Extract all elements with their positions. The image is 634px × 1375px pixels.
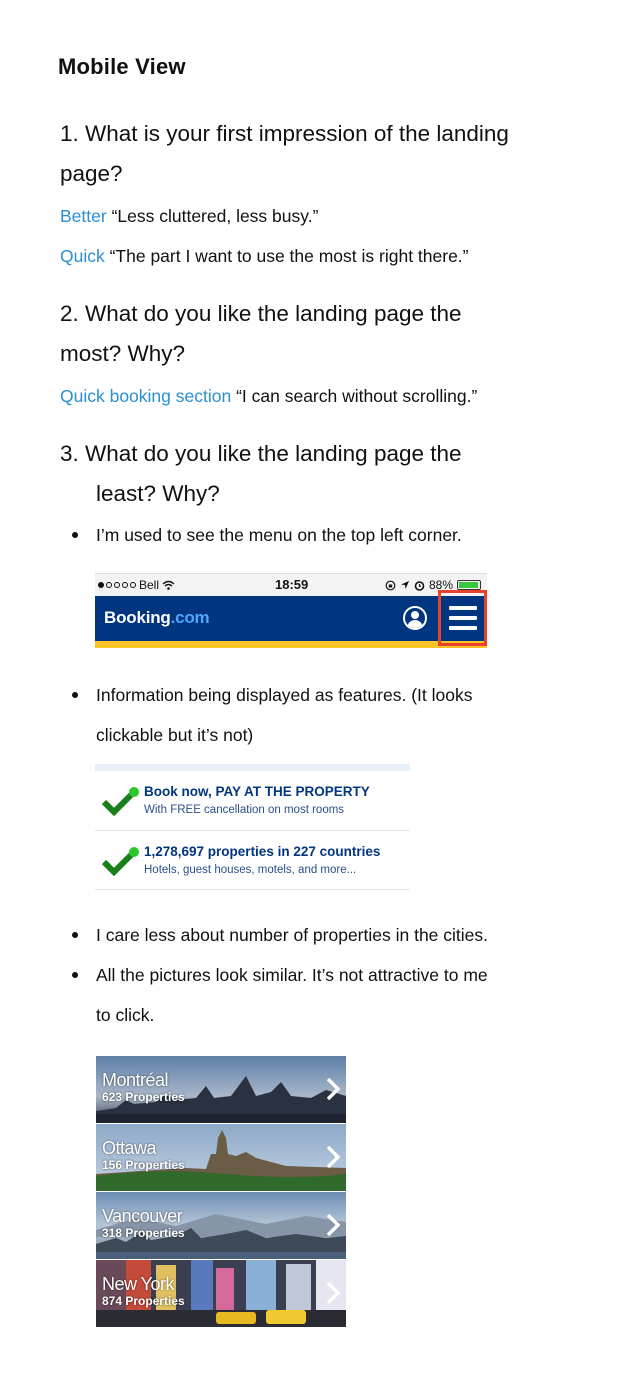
menu-highlight-box	[438, 590, 487, 646]
divider	[95, 889, 410, 890]
bullet-pictures	[72, 955, 488, 1035]
feature-subtitle: Hotels, guest houses, motels, and more...	[144, 864, 357, 876]
booking-logo	[104, 608, 209, 628]
answer-quote-quick: “The part I want to use the most is right there.”	[104, 246, 469, 266]
booking-header-screenshot	[95, 573, 487, 648]
answer-quick-booking	[60, 386, 477, 406]
question-1-line-1: 1. What is your first impression of the landing	[60, 121, 509, 146]
answer-quote-quick-booking: “I can search without scrolling.”	[231, 386, 478, 406]
city-count: 318 Properties	[102, 1226, 185, 1240]
location-icon	[400, 580, 410, 590]
accent-bar	[95, 641, 487, 648]
chevron-right-icon	[324, 1280, 342, 1306]
bullet-text: I care less about number of properties in the cities.	[96, 925, 489, 945]
logo-suffix: .com	[170, 608, 210, 627]
question-3	[60, 434, 462, 514]
check-icon	[101, 786, 141, 816]
chevron-right-icon	[324, 1144, 342, 1170]
carrier	[98, 578, 175, 592]
status-bar	[95, 573, 487, 596]
carrier-name: Bell	[139, 578, 160, 592]
bullet-menu-position	[72, 515, 462, 555]
bullet-property-count	[72, 915, 488, 955]
bullet-text-line-1: Information being displayed as features. (It looks	[96, 685, 473, 705]
question-3-line-2: least? Why?	[96, 481, 220, 506]
city-name: Vancouver	[102, 1206, 183, 1226]
rotation-lock-icon	[385, 580, 396, 591]
feature-properties-count	[95, 830, 410, 890]
features-screenshot	[95, 764, 410, 890]
bullet-dot	[72, 972, 78, 978]
answer-tag-quick: Quick	[60, 246, 105, 266]
alarm-icon	[414, 580, 425, 591]
battery-percent: 88%	[428, 578, 453, 592]
wifi-icon	[162, 580, 175, 590]
city-name: Ottawa	[102, 1138, 157, 1158]
user-icon[interactable]	[403, 606, 427, 630]
question-2-line-2: most? Why?	[60, 341, 186, 366]
city-tile-vancouver[interactable]	[96, 1192, 346, 1259]
city-count: 623 Properties	[102, 1090, 185, 1104]
bullet-features	[72, 675, 472, 755]
bullet-dot	[72, 532, 78, 538]
question-3-line-1: 3. What do you like the landing page the	[60, 441, 462, 466]
battery-icon	[457, 580, 481, 590]
status-time: 18:59	[275, 577, 309, 592]
city-tile-new-york[interactable]	[96, 1260, 346, 1327]
bullet-text: I’m used to see the menu on the top left corner.	[96, 525, 462, 545]
city-tiles	[96, 1056, 346, 1327]
question-1-line-2: page?	[60, 161, 123, 186]
city-count: 156 Properties	[102, 1158, 185, 1172]
logo-main: Booking	[104, 608, 171, 627]
answer-tag-quick-booking: Quick booking section	[60, 386, 232, 406]
bullet-text-line-2: clickable but it’s not)	[96, 725, 254, 745]
city-name: Montréal	[102, 1070, 169, 1090]
question-1	[60, 114, 509, 194]
question-2	[60, 294, 462, 374]
bullet-dot	[72, 932, 78, 938]
city-tile-ottawa[interactable]	[96, 1124, 346, 1191]
city-tile-montreal[interactable]	[96, 1056, 346, 1123]
city-name: New York	[102, 1274, 175, 1294]
feature-title: Book now, PAY AT THE PROPERTY	[144, 784, 370, 799]
chevron-right-icon	[324, 1212, 342, 1238]
answer-better	[60, 206, 318, 226]
bullet-text-line-1: All the pictures look similar. It’s not attractive to me	[96, 965, 488, 985]
city-count: 874 Properties	[102, 1294, 185, 1308]
check-icon	[101, 846, 141, 876]
answer-quick	[60, 246, 469, 266]
question-2-line-1: 2. What do you like the landing page the	[60, 301, 462, 326]
answer-quote-better: “Less cluttered, less busy.”	[106, 206, 319, 226]
bullet-text-line-2: to click.	[96, 1005, 155, 1025]
feature-title: 1,278,697 properties in 227 countries	[144, 844, 381, 859]
chevron-right-icon	[324, 1076, 342, 1102]
feature-pay-at-property	[95, 770, 410, 830]
feature-subtitle: With FREE cancellation on most rooms	[144, 804, 345, 816]
booking-navbar	[95, 596, 487, 641]
bullet-dot	[72, 692, 78, 698]
signal-icon	[98, 582, 136, 588]
answer-tag-better: Better	[60, 206, 107, 226]
page-title: Mobile View	[58, 54, 186, 79]
